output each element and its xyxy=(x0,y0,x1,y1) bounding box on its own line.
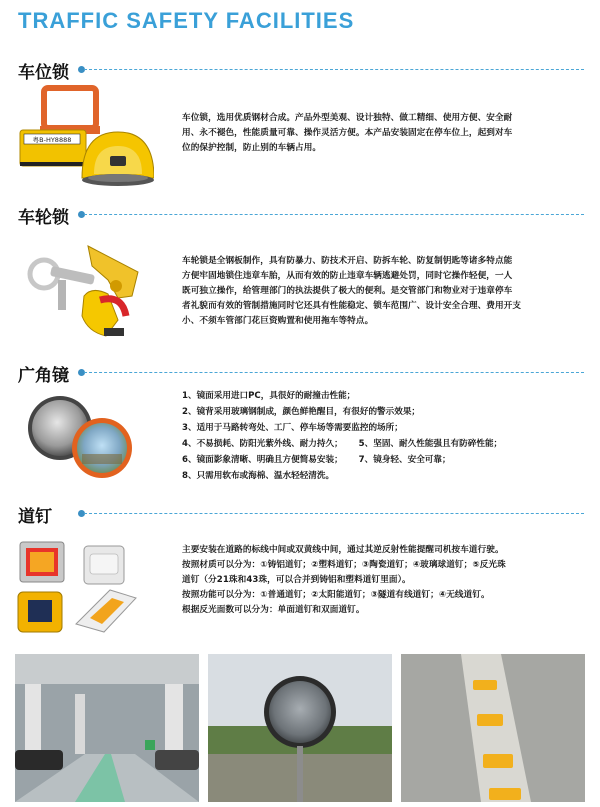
text-line: 根据反光面数可以分为：单面道钉和双面道钉。 xyxy=(182,605,365,615)
text-line: 道钉（分21珠和43珠，可以合并到铸铝和塑料道钉里面）。 xyxy=(182,575,411,585)
wheel-lock-description xyxy=(182,254,582,329)
text-line: 方便牢固地锁住违章车胎，从而有效的防止违章车辆逃避处罚，同时它操作轻便，一人 xyxy=(182,271,513,281)
text-line: 按照功能可以分为：①普通道钉；②太阳能道钉；③隧道有线道钉；④无线道钉。 xyxy=(182,590,490,600)
section-header-parking-lock xyxy=(18,58,584,83)
list-item: 3、适用于马路转弯处、工厂、停车场等需要监控的场所； xyxy=(182,423,403,433)
section-title: 广角镜 xyxy=(18,366,69,386)
parking-lock-description xyxy=(182,111,582,156)
text-line: 车位锁，选用优质钢材合成。产品外型美观、设计独特、做工精细、使用方便、安全耐 xyxy=(182,113,513,123)
list-item: 2、镜背采用玻璃钢制成，颜色鲜艳醒目，有很好的警示效果； xyxy=(182,407,421,417)
plate-text: 粤B-HY8888 xyxy=(32,136,72,144)
wheel-lock-image xyxy=(22,236,152,352)
divider xyxy=(84,69,584,70)
divider xyxy=(84,372,584,373)
text-line: 既可独立操作，给管理部门的执法提供了极大的便利。是交管部门和物业对于违章停车 xyxy=(182,286,513,296)
parking-garage-photo xyxy=(15,654,199,802)
section-title: 车轮锁 xyxy=(18,208,69,228)
text-line: 者礼貌而有效的管制措施同时它还具有性能稳定、锁车范围广、设计安全合理、费用开支 xyxy=(182,301,522,311)
section-header-convex-mirror xyxy=(18,361,584,386)
convex-mirror-image xyxy=(20,392,150,486)
section-title: 车位锁 xyxy=(18,63,69,83)
list-item: 4、不易损耗、防阳光紫外线、耐力持久； 5、坚固、耐久性能强且有防碎性能； xyxy=(182,439,503,449)
divider xyxy=(84,214,584,215)
parking-lock-image xyxy=(14,82,154,190)
convex-mirror-features xyxy=(182,388,582,484)
section-header-wheel-lock xyxy=(18,203,584,228)
road-stud-description xyxy=(182,543,587,618)
divider xyxy=(84,513,584,514)
list-item: 8、只需用软布或海棉、温水轻轻清洗。 xyxy=(182,471,335,481)
list-item: 6、镜面影象清晰、明确且方便简易安装； 7、镜身轻、安全可靠； xyxy=(182,455,451,465)
road-stud-photo xyxy=(401,654,585,802)
road-stud-image xyxy=(14,538,154,638)
text-line: 位的保护控制，防止别的车辆占用。 xyxy=(182,143,322,153)
text-line: 主要安装在道路的标线中间或双黄线中间，通过其逆反射性能提醒司机按车道行驶。 xyxy=(182,545,504,555)
text-line: 用、永不褪色，性能质量可靠、操作灵活方便。本产品安装固定在停车位上，起到对车 xyxy=(182,128,513,138)
section-header-road-stud xyxy=(18,502,584,527)
section-title: 道钉 xyxy=(18,507,52,527)
text-line: 按照材质可以分为：①铸铝道钉；②塑料道钉；③陶瓷道钉；④玻璃球道钉；⑤反光珠 xyxy=(182,560,506,570)
page-title: TRAFFIC SAFETY FACILITIES xyxy=(18,8,355,33)
text-line: 车轮锁是全钢板制作，具有防暴力、防技术开启、防拆车轮、防复制钥匙等诸多特点能 xyxy=(182,256,513,266)
text-line: 小、不须车管部门花巨资购置和使用拖车等特点。 xyxy=(182,316,374,326)
road-mirror-photo xyxy=(208,654,392,802)
list-item: 1、镜面采用进口PC，具很好的耐撞击性能； xyxy=(182,391,356,401)
